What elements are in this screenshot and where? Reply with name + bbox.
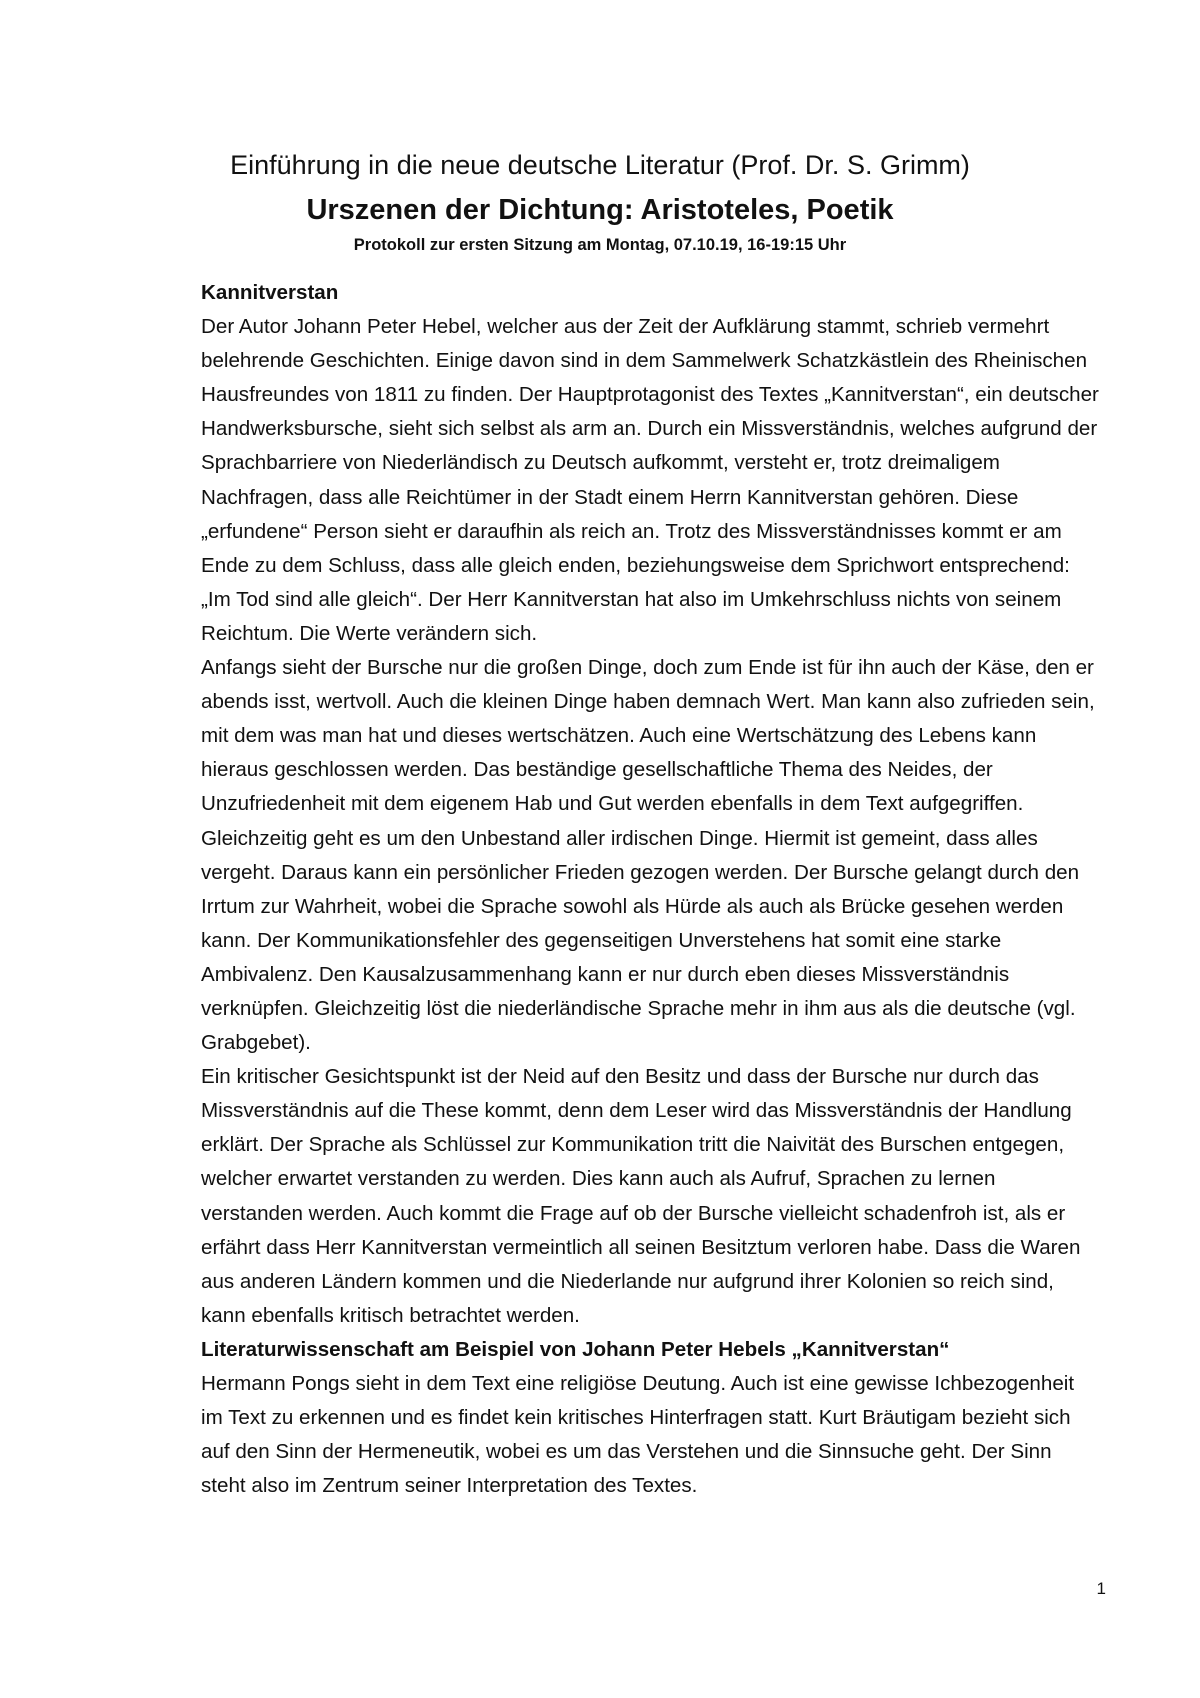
document-body [201, 276, 1101, 1503]
section-heading-literaturwissenschaft: Literaturwissenschaft am Beispiel von Johann Peter Hebels „Kannitverstan“ [201, 1337, 950, 1361]
course-title: Einführung in die neue deutsche Literatur (Prof. Dr. S. Grimm) [230, 150, 970, 180]
section-heading-kannitverstan: Kannitverstan [201, 281, 339, 304]
main-title: Urszenen der Dichtung: Aristoteles, Poetik [306, 194, 894, 226]
paragraph: Der Autor Johann Peter Hebel, welcher aus der Zeit der Aufklärung stammt, schrieb vermehrt belehrende Geschichten. Einige davon sind in dem Sammelwerk Schatzkästlein des Rheinischen Hausfreundes von 1811 zu finden. Der Hauptprotagonist des Textes „Kannitverstan“, ein deutscher Handwerksbursche, sieht sich selbst als arm an. Durch ein Missverständnis, welches aufgrund der Sprachbarriere von Niederländisch zu Deutsch aufkommt, versteht er, trotz dreimaligem Nachfragen, dass alle Reichtümer in der Stadt einem Herrn Kannitverstan gehören. Diese „erfundene“ Person sieht er daraufhin als reich an. Trotz des Missverständnisses kommt er am Ende zu dem Schluss, dass alle gleich enden, beziehungsweise dem Sprichwort entsprechend: „Im Tod sind alle gleich“. Der Herr Kannitverstan hat also im Umkehrschluss nichts von seinem Reichtum. Die Werte verändern sich. [201, 315, 1099, 645]
protocol-line: Protokoll zur ersten Sitzung am Montag, 07.10.19, 16-19:15 Uhr [353, 236, 847, 254]
page-number: 1 [1096, 1579, 1106, 1598]
paragraph: Anfangs sieht der Bursche nur die großen Dinge, doch zum Ende ist für ihn auch der Käse, den er abends isst, wertvoll. Auch die kleinen Dinge haben demnach Wert. Man kann also zufrieden sein, mit dem was man hat und dieses wertschätzen. Auch eine Wertschätzung des Lebens kann hieraus geschlossen werden. Das beständige gesellschaftliche Thema des Neides, der Unzufriedenheit mit dem eigenem Hab und Gut werden ebenfalls in dem Text aufgegriffen. Gleichzeitig geht es um den Unbestand aller irdischen Dinge. Hiermit ist gemeint, dass alles vergeht. Daraus kann ein persönlicher Frieden gezogen werden. Der Bursche gelangt durch den Irrtum zur Wahrheit, wobei die Sprache sowohl als Hürde als auch als Brücke gesehen werden kann. Der Kommunikationsfehler des gegenseitigen Unverstehens hat somit eine starke Ambivalenz. Den Kausalzusammenhang kann er nur durch eben dieses Missverständnis verknüpfen. Gleichzeitig löst die niederländische Sprache mehr in ihm aus als die deutsche (vgl. Grabgebet). [201, 656, 1095, 1055]
paragraph: Hermann Pongs sieht in dem Text eine religiöse Deutung. Auch ist eine gewisse Ichbezogenheit im Text zu erkennen und es findet kein kritisches Hinterfragen statt. Kurt Bräutigam bezieht sich auf den Sinn der Hermeneutik, wobei es um das Verstehen und die Sinnsuche geht. Der Sinn steht also im Zentrum seiner Interpretation des Textes. [201, 1372, 1075, 1498]
paragraph: Ein kritischer Gesichtspunkt ist der Neid auf den Besitz und dass der Bursche nur durch das Missverständnis auf die These kommt, denn dem Leser wird das Missverständnis der Handlung erklärt. Der Sprache als Schlüssel zur Kommunikation tritt die Naivität des Burschen entgegen, welcher erwartet verstanden zu werden. Dies kann auch als Aufruf, Sprachen zu lernen verstanden werden. Auch kommt die Frage auf ob der Bursche vielleicht schadenfroh ist, als er erfährt dass Herr Kannitverstan vermeintlich all seinen Besitztum verloren habe. Dass die Waren aus anderen Ländern kommen und die Niederlande nur aufgrund ihrer Kolonien so reich sind, kann ebenfalls kritisch betrachtet werden. [201, 1065, 1081, 1327]
